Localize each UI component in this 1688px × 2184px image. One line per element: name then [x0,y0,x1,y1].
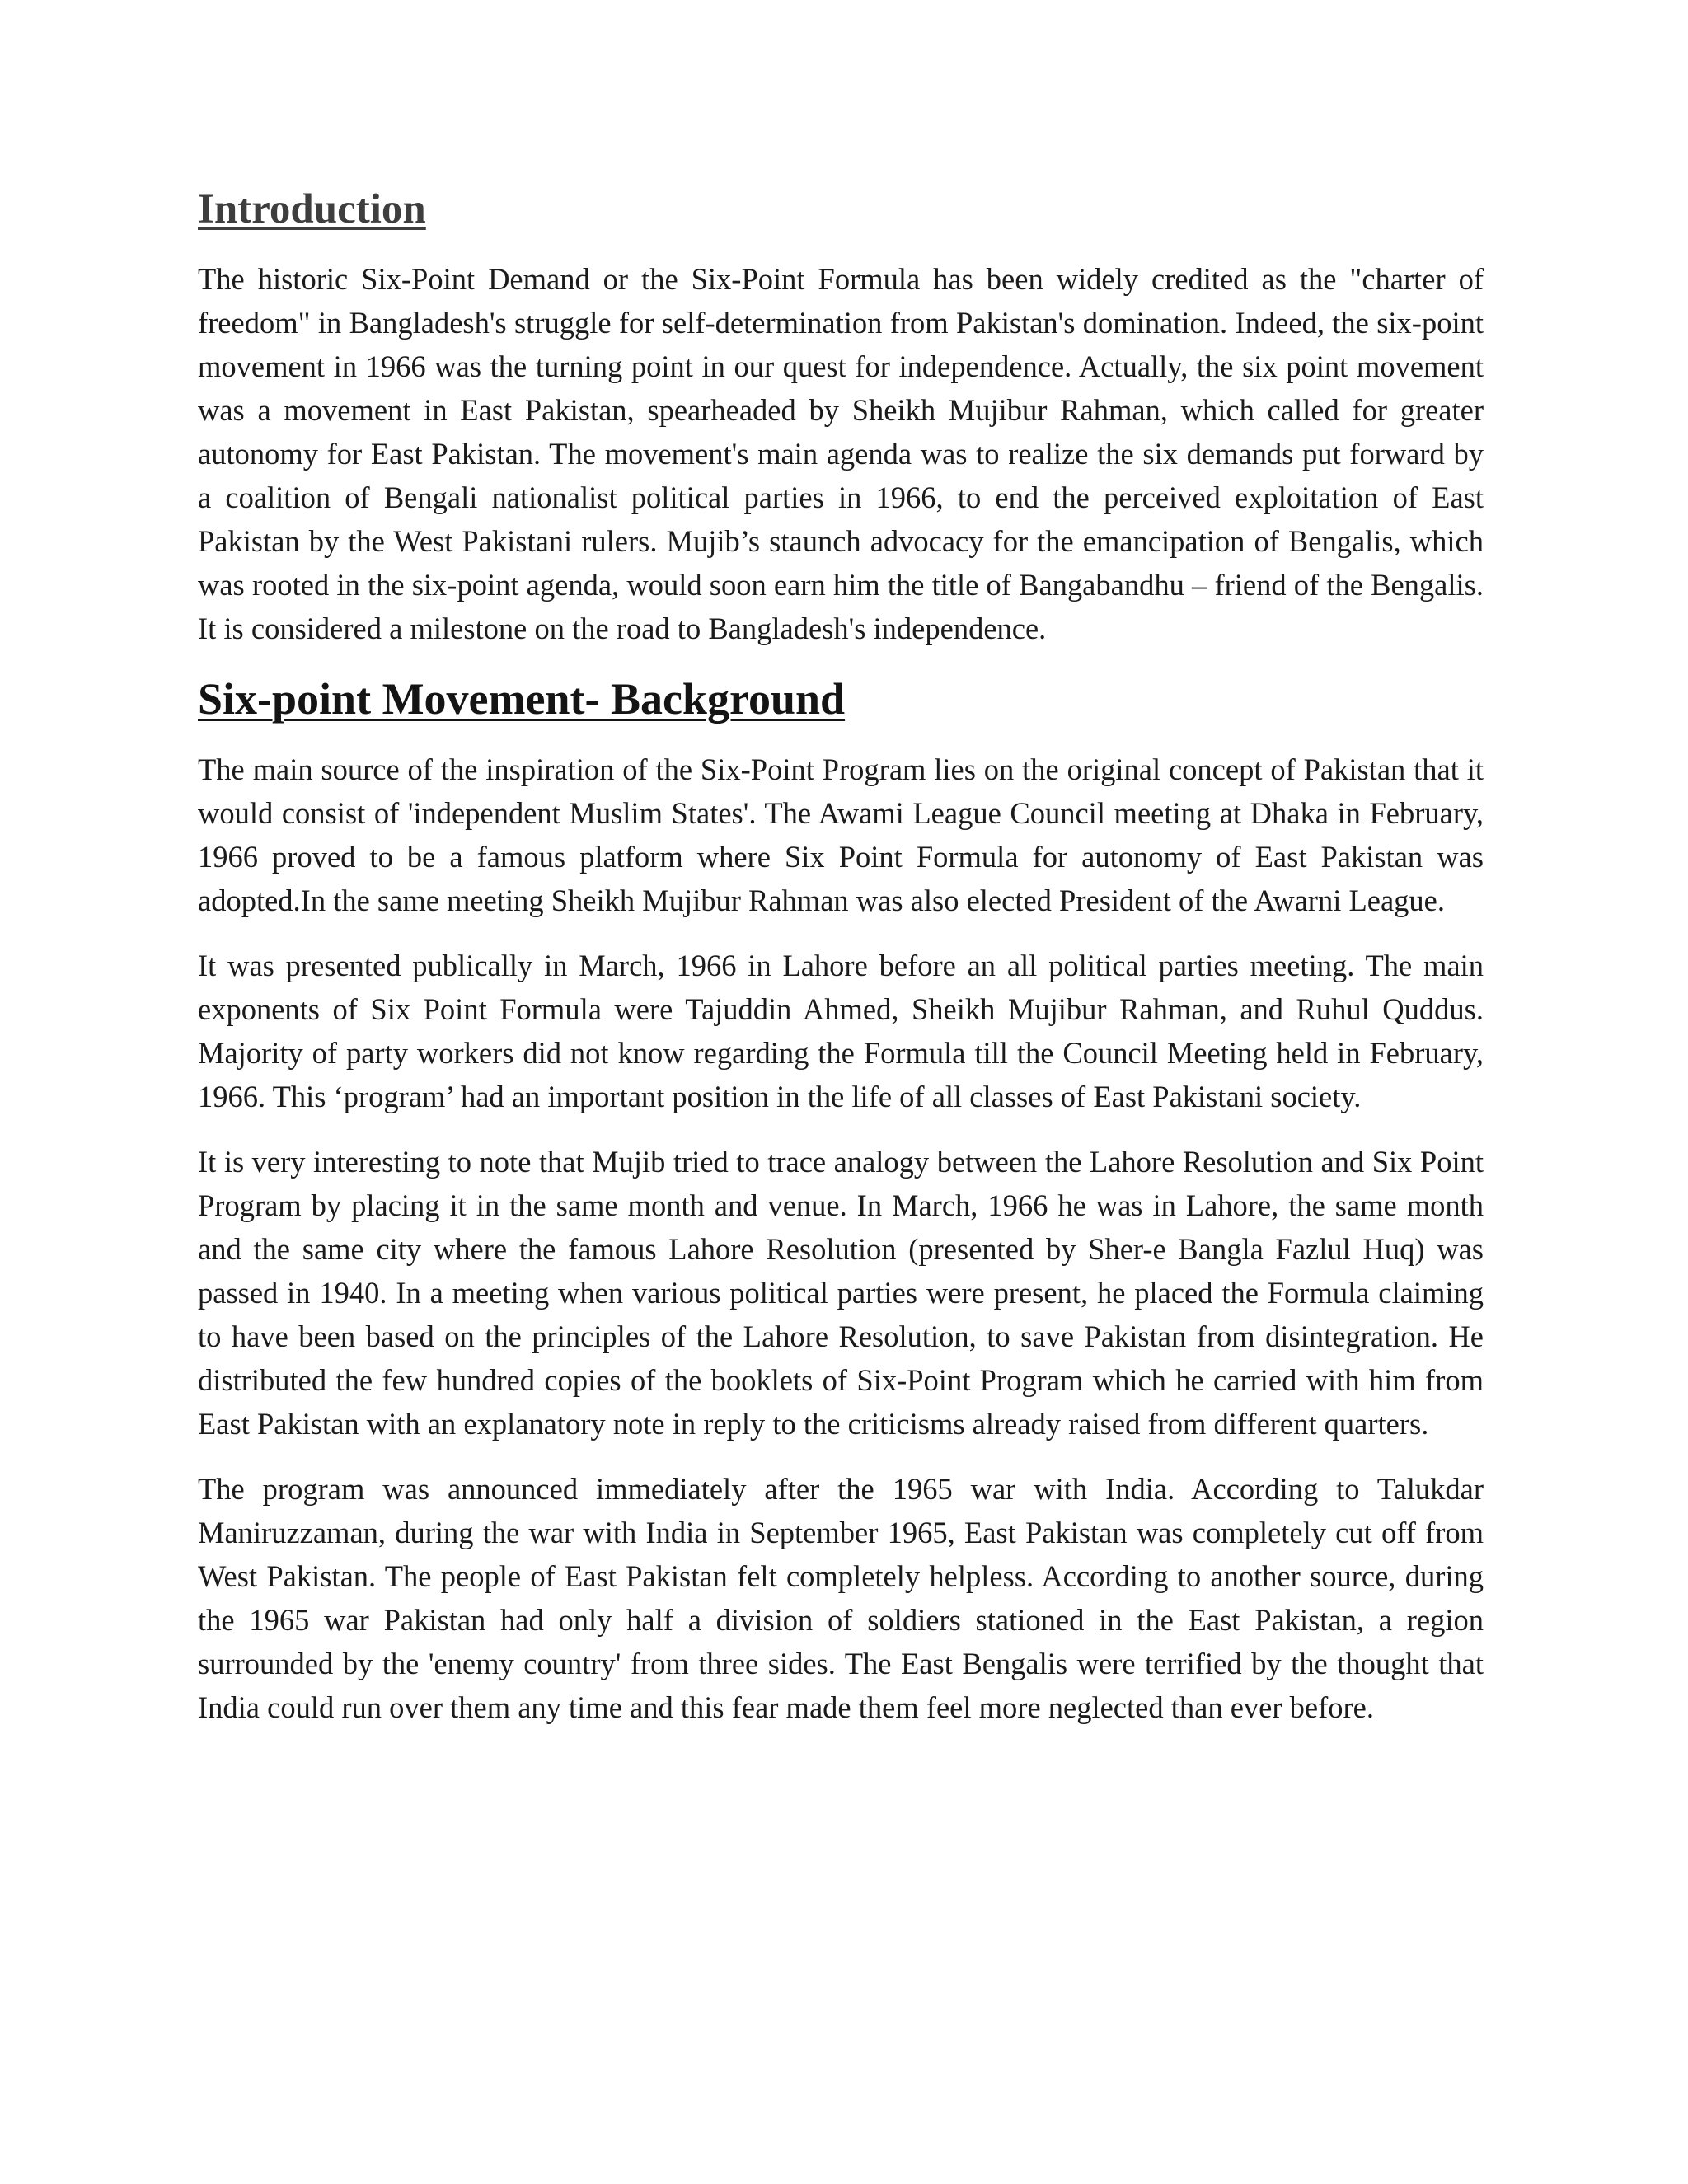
background-paragraph-4: The program was announced immediately after the 1965 war with India. According to Talukdar Maniruzzaman, during the war with India in September 1965, East Pakistan was completely cut off from West Pakistan. The people of East Pakistan felt completely helpless. According to another source, during the 1965 war Pakistan had only half a division of soldiers stationed in the East Pakistan, a region surrounded by the 'enemy country' from three sides. The East Bengalis were terrified by the thought that India could run over them any time and this fear made them feel more neglected than ever before. [198,1471,1484,1724]
background-paragraph-3: It is very interesting to note that Mujib tried to trace analogy between the Lahore Resolution and Six Point Program by placing it in the same month and venue. In March, 1966 he was in Lahore, the same month and the same city where the famous Lahore Resolution (presented by Sher-e Bangla Fazlul Huq) was passed in 1940. In a meeting when various political parties were present, he placed the Formula claiming to have been based on the principles of the Lahore Resolution, to save Pakistan from disintegration. He distributed the few hundred copies of the booklets of Six-Point Program which he carried with him from East Pakistan with an explanatory note in reply to the criticisms already raised from different quarters. [198,1144,1484,1441]
background-paragraph-2: It was presented publically in March, 1966 in Lahore before an all political parties meeting. The main exponents of Six Point Formula were Tajuddin Ahmed, Sheikh Mujibur Rahman, and Ruhul Quddus. Majority of party workers did not know regarding the Formula till the Council Meeting held in February, 1966. This ‘program’ had an important position in the life of all classes of East Pakistani society. [198,948,1484,1113]
introduction-paragraph: The historic Six-Point Demand or the Six-Point Formula has been widely credited as the "charter of freedom" in Bangladesh's struggle for self-determination from Pakistan's domination. Indeed, the six-point movement in 1966 was the turning point in our quest for independence. Actually, the six point movement was a movement in East Pakistan, spearheaded by Sheikh Mujibur Rahman, which called for greater autonomy for East Pakistan. The movement's main agenda was to realize the six demands put forward by a coalition of Bengali nationalist political parties in 1966, to end the perceived exploitation of East Pakistan by the West Pakistani rulers. Mujib’s staunch advocacy for the emancipation of Bengalis, which was rooted in the six-point agenda, would soon earn him the title of Bangabandhu – friend of the Bengalis. It is considered a milestone on the road to Bangladesh's independence. [198,261,1484,645]
section-title-background: Six-point Movement- Background [198,673,846,724]
document-page [198,185,1484,1750]
background-paragraph-1: The main source of the inspiration of the Six-Point Program lies on the original concept of Pakistan that it would consist of 'independent Muslim States'. The Awami League Council meeting at Dhaka in February, 1966 proved to be a famous platform where Six Point Formula for autonomy of East Pakistan was adopted.In the same meeting Sheikh Mujibur Rahman was also elected President of the Awarni League. [198,752,1484,917]
section-title-introduction: Introduction [198,186,426,232]
